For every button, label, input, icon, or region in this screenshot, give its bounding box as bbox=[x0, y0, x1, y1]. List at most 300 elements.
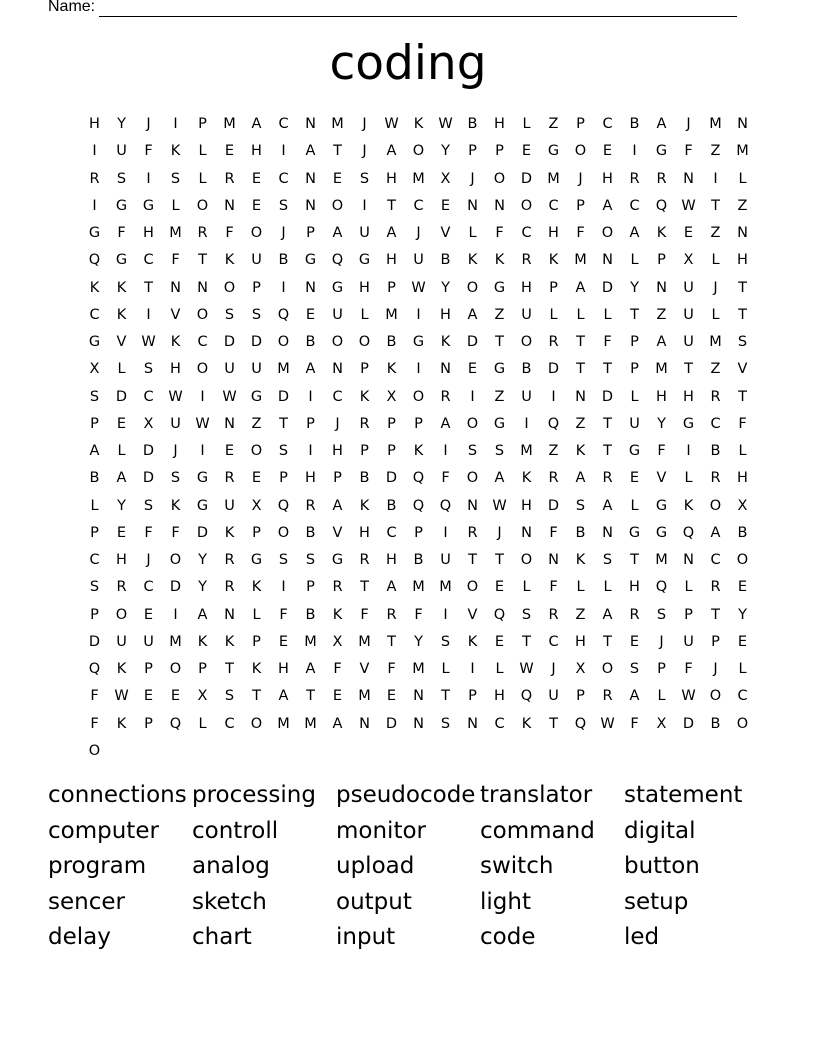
grid-letter: Z bbox=[710, 361, 721, 378]
grid-letter: L bbox=[684, 470, 693, 487]
grid-letter: S bbox=[575, 497, 586, 514]
grid-letter: B bbox=[629, 116, 640, 132]
grid-letter: T bbox=[576, 334, 585, 350]
grid-letter: N bbox=[224, 415, 235, 432]
grid-letter: P bbox=[306, 579, 315, 596]
grid-letter: L bbox=[576, 306, 585, 323]
word-bank-item: code bbox=[480, 924, 536, 951]
grid-letter: B bbox=[521, 361, 532, 378]
grid-letter: N bbox=[413, 715, 424, 732]
grid-letter: P bbox=[198, 661, 207, 677]
grid-letter: P bbox=[144, 661, 153, 677]
grid-letter: P bbox=[252, 633, 261, 650]
grid-letter: F bbox=[603, 334, 612, 350]
grid-letter: D bbox=[142, 443, 155, 459]
grid-letter: N bbox=[224, 197, 235, 214]
grid-letter: G bbox=[493, 415, 506, 432]
grid-letter: G bbox=[682, 415, 695, 432]
grid-letter: I bbox=[443, 443, 448, 459]
grid-letter: F bbox=[630, 715, 639, 732]
grid-letter: E bbox=[251, 470, 262, 487]
grid-letter: T bbox=[468, 552, 477, 568]
grid-letter: A bbox=[602, 497, 613, 514]
grid-letter: O bbox=[709, 497, 722, 514]
grid-letter: H bbox=[332, 443, 343, 459]
grid-letter: I bbox=[686, 443, 691, 459]
grid-letter: M bbox=[412, 170, 425, 187]
grid-letter: Z bbox=[710, 225, 721, 241]
word-bank-item: light bbox=[480, 888, 531, 915]
grid-letter: Q bbox=[655, 579, 668, 596]
grid-letter: R bbox=[197, 225, 208, 241]
grid-letter: K bbox=[116, 279, 127, 296]
grid-letter: G bbox=[493, 361, 506, 378]
grid-letter: N bbox=[467, 197, 478, 214]
grid-letter: K bbox=[116, 306, 127, 323]
grid-letter: E bbox=[683, 225, 694, 241]
grid-letter: A bbox=[602, 197, 613, 214]
grid-letter: B bbox=[359, 470, 370, 487]
grid-letter: H bbox=[386, 170, 397, 187]
grid-letter: E bbox=[224, 143, 235, 160]
grid-letter: O bbox=[736, 552, 749, 568]
grid-letter: A bbox=[386, 579, 397, 596]
grid-letter: K bbox=[413, 443, 424, 459]
grid-letter: C bbox=[278, 116, 289, 132]
grid-letter: A bbox=[278, 688, 289, 705]
grid-letter: Y bbox=[441, 279, 450, 296]
grid-letter: D bbox=[223, 334, 236, 350]
grid-letter: M bbox=[412, 661, 425, 677]
grid-letter: P bbox=[657, 252, 666, 269]
grid-letter: G bbox=[250, 552, 263, 568]
grid-letter: U bbox=[251, 252, 262, 269]
grid-letter: F bbox=[684, 143, 693, 160]
grid-letter: L bbox=[657, 688, 666, 705]
grid-letter: M bbox=[520, 443, 533, 459]
grid-letter: O bbox=[196, 306, 209, 323]
grid-letter: L bbox=[441, 661, 450, 677]
grid-letter: E bbox=[737, 579, 748, 596]
grid-letter: C bbox=[521, 225, 532, 241]
name-blank-line[interactable] bbox=[99, 0, 737, 17]
grid-letter: R bbox=[224, 552, 235, 568]
word-bank-item: translator bbox=[480, 782, 593, 808]
grid-letter: J bbox=[362, 116, 367, 132]
grid-letter: Q bbox=[277, 497, 290, 514]
grid-letter: P bbox=[198, 116, 207, 132]
grid-letter: J bbox=[470, 170, 475, 187]
grid-letter: P bbox=[630, 334, 639, 350]
grid-letter: Z bbox=[494, 306, 505, 323]
grid-letter: P bbox=[387, 443, 396, 459]
grid-letter: S bbox=[278, 197, 289, 214]
grid-letter: J bbox=[146, 552, 151, 568]
grid-letter: L bbox=[360, 306, 369, 323]
grid-letter: Q bbox=[655, 197, 668, 214]
grid-letter: C bbox=[413, 197, 424, 214]
grid-letter: J bbox=[173, 443, 178, 459]
grid-letter: S bbox=[359, 170, 370, 187]
grid-letter: P bbox=[468, 688, 477, 705]
grid-letter: P bbox=[549, 279, 558, 296]
grid-letter: O bbox=[493, 170, 506, 187]
grid-letter: M bbox=[736, 143, 749, 160]
grid-letter: L bbox=[522, 579, 531, 596]
grid-letter: J bbox=[497, 524, 502, 541]
grid-letter: H bbox=[656, 388, 667, 405]
grid-letter: D bbox=[277, 388, 290, 405]
grid-letter: F bbox=[144, 524, 153, 541]
grid-letter: M bbox=[547, 170, 560, 187]
grid-letter: K bbox=[359, 497, 370, 514]
grid-letter: A bbox=[602, 606, 613, 623]
grid-letter: J bbox=[362, 143, 367, 160]
grid-letter: O bbox=[223, 279, 236, 296]
grid-letter: R bbox=[386, 606, 397, 623]
grid-letter: K bbox=[440, 334, 451, 350]
grid-letter: L bbox=[630, 252, 639, 269]
grid-letter: P bbox=[414, 524, 423, 541]
grid-letter: P bbox=[360, 443, 369, 459]
grid-letter: K bbox=[683, 497, 694, 514]
grid-letter: L bbox=[630, 388, 639, 405]
grid-letter: S bbox=[440, 633, 451, 650]
grid-letter: L bbox=[117, 361, 126, 378]
grid-letter: Y bbox=[198, 552, 207, 568]
grid-letter: R bbox=[89, 170, 100, 187]
grid-letter: E bbox=[332, 170, 343, 187]
grid-letter: T bbox=[144, 279, 153, 296]
grid-letter: G bbox=[547, 143, 560, 160]
grid-letter: B bbox=[305, 606, 316, 623]
grid-letter: X bbox=[683, 252, 694, 269]
grid-letter: P bbox=[90, 606, 99, 623]
grid-letter: O bbox=[601, 661, 614, 677]
grid-letter: Q bbox=[520, 688, 533, 705]
grid-letter: N bbox=[170, 279, 181, 296]
grid-letter: I bbox=[443, 524, 448, 541]
grid-letter: F bbox=[90, 688, 99, 705]
grid-letter: P bbox=[90, 524, 99, 541]
grid-letter: V bbox=[170, 306, 181, 323]
grid-letter: B bbox=[89, 470, 100, 487]
grid-letter: S bbox=[656, 606, 667, 623]
grid-letter: P bbox=[306, 225, 315, 241]
grid-letter: R bbox=[332, 579, 343, 596]
grid-letter: N bbox=[575, 388, 586, 405]
grid-letter: O bbox=[358, 334, 371, 350]
grid-letter: I bbox=[362, 197, 367, 214]
grid-letter: P bbox=[414, 415, 423, 432]
grid-letter: X bbox=[143, 415, 154, 432]
word-bank-item: pseudocode bbox=[336, 782, 476, 808]
grid-letter: N bbox=[305, 197, 316, 214]
grid-letter: M bbox=[574, 252, 587, 269]
grid-letter: I bbox=[92, 197, 97, 214]
grid-letter: A bbox=[89, 443, 100, 459]
grid-letter: I bbox=[713, 170, 718, 187]
grid-letter: F bbox=[387, 661, 396, 677]
grid-letter: L bbox=[711, 306, 720, 323]
grid-letter: L bbox=[738, 170, 747, 187]
grid-letter: U bbox=[413, 252, 424, 269]
word-bank-item: digital bbox=[624, 817, 696, 844]
grid-letter: Q bbox=[547, 415, 560, 432]
grid-letter: R bbox=[440, 388, 451, 405]
grid-letter: N bbox=[224, 606, 235, 623]
grid-letter: E bbox=[143, 688, 154, 705]
grid-letter: I bbox=[524, 415, 529, 432]
grid-letter: G bbox=[493, 279, 506, 296]
grid-letter: T bbox=[333, 143, 342, 160]
grid-letter: H bbox=[521, 497, 532, 514]
grid-letter: W bbox=[600, 715, 615, 732]
word-bank-item: monitor bbox=[336, 817, 426, 844]
grid-letter: O bbox=[250, 715, 263, 732]
grid-letter: P bbox=[252, 524, 261, 541]
grid-letter: K bbox=[116, 661, 127, 677]
grid-letter: F bbox=[117, 225, 126, 241]
grid-letter: O bbox=[709, 688, 722, 705]
grid-letter: A bbox=[575, 279, 586, 296]
grid-letter: U bbox=[170, 415, 181, 432]
word-bank-item: computer bbox=[48, 817, 159, 844]
grid-letter: X bbox=[89, 361, 100, 378]
grid-letter: M bbox=[169, 633, 182, 650]
grid-letter: A bbox=[656, 116, 667, 132]
grid-letter: S bbox=[494, 443, 505, 459]
grid-letter: C bbox=[89, 306, 100, 323]
grid-letter: I bbox=[92, 143, 97, 160]
grid-letter: I bbox=[632, 143, 637, 160]
grid-letter: N bbox=[683, 552, 694, 568]
grid-letter: J bbox=[578, 170, 583, 187]
grid-letter: G bbox=[358, 252, 371, 269]
grid-letter: H bbox=[494, 116, 505, 132]
grid-letter: F bbox=[90, 715, 99, 732]
grid-letter: G bbox=[655, 497, 668, 514]
grid-letter: F bbox=[414, 606, 423, 623]
grid-letter: C bbox=[143, 579, 154, 596]
grid-letter: K bbox=[170, 497, 181, 514]
grid-letter: T bbox=[630, 306, 639, 323]
grid-letter: G bbox=[628, 443, 641, 459]
grid-letter: R bbox=[224, 170, 235, 187]
grid-letter: K bbox=[413, 116, 424, 132]
word-bank-item: setup bbox=[624, 888, 689, 915]
grid-letter: R bbox=[602, 688, 613, 705]
grid-letter: K bbox=[170, 143, 181, 160]
grid-letter: K bbox=[251, 579, 262, 596]
grid-letter: O bbox=[520, 552, 533, 568]
grid-letter: L bbox=[198, 715, 207, 732]
grid-letter: I bbox=[281, 579, 286, 596]
grid-letter: C bbox=[548, 633, 559, 650]
grid-letter: S bbox=[89, 579, 100, 596]
grid-letter: B bbox=[278, 252, 289, 269]
name-label: Name: bbox=[48, 0, 96, 15]
grid-letter: U bbox=[521, 388, 532, 405]
grid-letter: U bbox=[629, 415, 640, 432]
grid-letter: E bbox=[224, 443, 235, 459]
grid-letter: T bbox=[738, 306, 747, 323]
grid-letter: Y bbox=[738, 606, 747, 623]
grid-letter: L bbox=[90, 497, 99, 514]
grid-letter: T bbox=[522, 633, 531, 650]
grid-letter: C bbox=[737, 688, 748, 705]
grid-letter: N bbox=[305, 170, 316, 187]
grid-letter: O bbox=[169, 552, 182, 568]
grid-letter: H bbox=[440, 306, 451, 323]
grid-letter: H bbox=[170, 361, 181, 378]
grid-letter: L bbox=[252, 606, 261, 623]
grid-letter: U bbox=[359, 225, 370, 241]
grid-letter: U bbox=[683, 279, 694, 296]
grid-letter: A bbox=[305, 661, 316, 677]
grid-letter: J bbox=[659, 633, 664, 650]
grid-letter: R bbox=[116, 579, 127, 596]
grid-letter: I bbox=[281, 143, 286, 160]
grid-letter: E bbox=[278, 633, 289, 650]
grid-letter: S bbox=[89, 388, 100, 405]
grid-letter: T bbox=[495, 552, 504, 568]
grid-letter: L bbox=[549, 306, 558, 323]
grid-letter: K bbox=[575, 552, 586, 568]
grid-letter: G bbox=[115, 252, 128, 269]
grid-letter: O bbox=[466, 279, 479, 296]
grid-letter: N bbox=[197, 279, 208, 296]
grid-letter: E bbox=[143, 606, 154, 623]
grid-letter: O bbox=[277, 334, 290, 350]
grid-letter: T bbox=[387, 197, 396, 214]
grid-letter: Q bbox=[574, 715, 587, 732]
grid-letter: N bbox=[602, 524, 613, 541]
grid-letter: P bbox=[252, 279, 261, 296]
grid-letter: C bbox=[197, 334, 208, 350]
grid-letter: M bbox=[331, 116, 344, 132]
grid-letter: L bbox=[171, 197, 180, 214]
grid-letter: Y bbox=[441, 143, 450, 160]
grid-letter: S bbox=[737, 334, 748, 350]
grid-letter: T bbox=[360, 579, 369, 596]
grid-letter: K bbox=[575, 443, 586, 459]
grid-letter: D bbox=[466, 334, 479, 350]
grid-letter: U bbox=[224, 361, 235, 378]
grid-letter: K bbox=[116, 715, 127, 732]
grid-letter: A bbox=[197, 606, 208, 623]
grid-letter: O bbox=[412, 143, 425, 160]
grid-letter: E bbox=[494, 633, 505, 650]
grid-letter: F bbox=[576, 225, 585, 241]
grid-letter: N bbox=[332, 361, 343, 378]
grid-letter: W bbox=[141, 334, 156, 350]
grid-letter: I bbox=[308, 443, 313, 459]
grid-letter: S bbox=[143, 361, 154, 378]
grid-letter: R bbox=[359, 552, 370, 568]
grid-letter: B bbox=[440, 252, 451, 269]
grid-letter: R bbox=[629, 170, 640, 187]
grid-letter: C bbox=[332, 388, 343, 405]
grid-letter: V bbox=[332, 524, 343, 541]
grid-letter: R bbox=[305, 497, 316, 514]
grid-letter: R bbox=[656, 170, 667, 187]
grid-letter: H bbox=[521, 279, 532, 296]
grid-letter: I bbox=[173, 116, 178, 132]
grid-letter: T bbox=[387, 633, 396, 650]
word-bank-item: led bbox=[624, 924, 660, 951]
grid-letter: F bbox=[738, 415, 747, 432]
grid-letter: T bbox=[603, 443, 612, 459]
grid-letter: L bbox=[468, 225, 477, 241]
grid-letter: W bbox=[411, 279, 426, 296]
grid-letter: K bbox=[224, 252, 235, 269]
grid-letter: T bbox=[603, 415, 612, 432]
grid-letter: P bbox=[576, 688, 585, 705]
grid-letter: P bbox=[576, 197, 585, 214]
grid-letter: L bbox=[117, 443, 126, 459]
grid-letter: Q bbox=[88, 661, 101, 677]
grid-letter: T bbox=[738, 279, 747, 296]
grid-letter: U bbox=[521, 306, 532, 323]
grid-letter: P bbox=[333, 470, 342, 487]
grid-letter: S bbox=[305, 552, 316, 568]
grid-letter: G bbox=[142, 197, 155, 214]
grid-letter: O bbox=[115, 606, 128, 623]
grid-letter: Q bbox=[88, 252, 101, 269]
grid-letter: I bbox=[470, 661, 475, 677]
grid-letter: M bbox=[709, 334, 722, 350]
grid-letter: K bbox=[656, 225, 667, 241]
grid-letter: H bbox=[737, 252, 748, 269]
grid-letter: O bbox=[466, 470, 479, 487]
grid-letter: K bbox=[89, 279, 100, 296]
grid-letter: D bbox=[169, 579, 182, 596]
grid-letter: Q bbox=[682, 524, 695, 541]
grid-letter: K bbox=[494, 252, 505, 269]
grid-letter: P bbox=[657, 661, 666, 677]
grid-letter: N bbox=[305, 116, 316, 132]
grid-letter: E bbox=[332, 688, 343, 705]
grid-letter: R bbox=[521, 252, 532, 269]
grid-letter: M bbox=[358, 633, 371, 650]
word-bank-item: processing bbox=[192, 782, 316, 808]
grid-letter: O bbox=[520, 334, 533, 350]
grid-letter: V bbox=[737, 361, 748, 378]
grid-letter: W bbox=[195, 415, 210, 432]
grid-letter: P bbox=[495, 143, 504, 160]
grid-letter: F bbox=[279, 606, 288, 623]
grid-letter: L bbox=[630, 497, 639, 514]
grid-letter: N bbox=[683, 170, 694, 187]
grid-letter: A bbox=[710, 524, 721, 541]
word-bank-item: button bbox=[624, 853, 700, 880]
grid-letter: N bbox=[521, 524, 532, 541]
grid-letter: A bbox=[332, 225, 343, 241]
grid-letter: H bbox=[629, 579, 640, 596]
grid-letter: Y bbox=[117, 116, 126, 132]
grid-letter: E bbox=[251, 197, 262, 214]
grid-letter: D bbox=[88, 633, 101, 650]
grid-letter: C bbox=[710, 415, 721, 432]
grid-letter: G bbox=[412, 334, 425, 350]
grid-letter: O bbox=[196, 361, 209, 378]
grid-letter: O bbox=[250, 443, 263, 459]
grid-letter: O bbox=[196, 197, 209, 214]
grid-letter: T bbox=[711, 606, 720, 623]
grid-letter: I bbox=[308, 388, 313, 405]
word-bank-item: statement bbox=[624, 782, 743, 808]
